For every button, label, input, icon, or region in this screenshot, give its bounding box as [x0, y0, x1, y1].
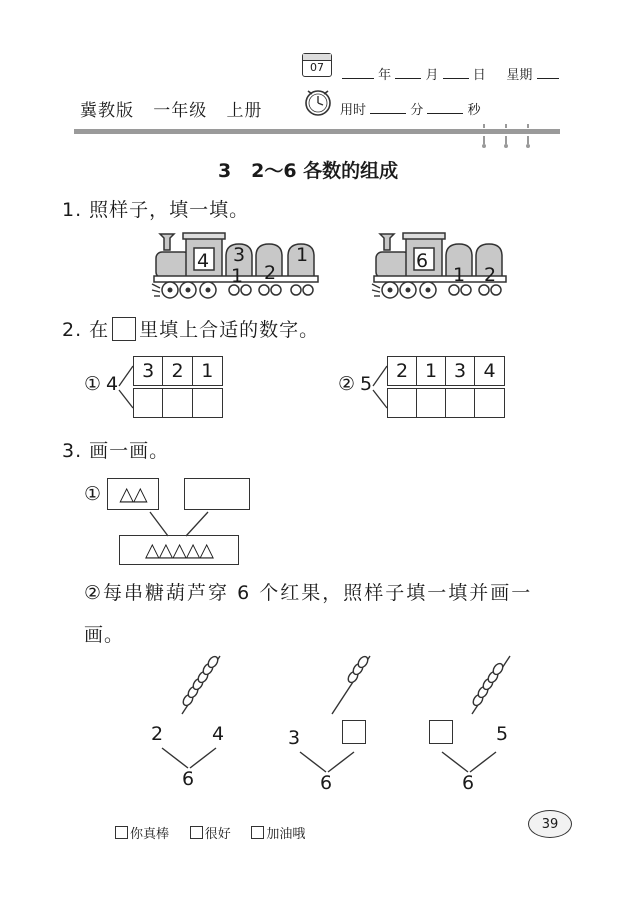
rating-keep-going[interactable]	[251, 827, 305, 842]
calendar-icon-text: 07	[310, 61, 324, 74]
q2-part1-answer-cell[interactable]	[163, 389, 192, 417]
q3-part1-given-triangles: △△	[119, 483, 147, 505]
candied-haws-icon	[466, 652, 516, 718]
pair-1-total: 6	[182, 768, 195, 790]
rating-label: 加油哦	[266, 827, 306, 842]
train-2-car-2: 2	[484, 264, 497, 286]
q2-part2-top-cell: 1	[417, 357, 446, 385]
q3-part2-text-line1: ②每串糖葫芦穿 6 个红果，照样子填一填并画一	[84, 582, 533, 604]
pair-1-lines	[160, 746, 220, 770]
rating-label: 很好	[204, 827, 231, 842]
q2-part2-top-row	[387, 356, 505, 386]
q2-label-prefix: 2. 在	[62, 319, 110, 341]
publisher: 冀教版	[80, 101, 134, 121]
rating-good[interactable]	[190, 827, 231, 842]
weekday-label: 星期	[506, 68, 533, 83]
time-used-label: 用时	[340, 103, 367, 118]
train-1-car-1-top: 3	[233, 244, 246, 266]
q1-label: 1. 照样子，填一填。	[62, 199, 250, 221]
candied-haws-icon	[326, 652, 376, 718]
q3-part1-join-lines	[140, 510, 220, 538]
train-1-car-3: 1	[296, 244, 309, 266]
q3-part1-answer-box[interactable]	[184, 478, 250, 510]
book-info	[80, 96, 262, 121]
pair-1-right: 4	[212, 723, 225, 745]
pair-3-lines	[440, 750, 500, 774]
pair-2-left: 3	[288, 727, 301, 749]
pair-2-total: 6	[320, 772, 333, 794]
minute-label: 分	[410, 103, 424, 118]
q3-part1-total-triangles: △△△△△	[144, 539, 214, 561]
grade: 一年级	[153, 101, 208, 121]
pair-3-right: 5	[496, 723, 509, 745]
q2-part1-answer-cell[interactable]	[134, 389, 163, 417]
q3-part1-total-box	[119, 535, 239, 565]
q3-part1-given-box	[107, 478, 159, 510]
q2-label-suffix: 里填上合适的数字。	[139, 319, 320, 341]
lesson-name: 2～6 各数的组成	[251, 160, 399, 182]
q2-part2-top-cell: 4	[483, 360, 496, 382]
q3-part2-text-line2: 画。	[84, 624, 125, 646]
train-1-car-1-bottom: 1	[231, 265, 244, 287]
q2-label	[62, 315, 319, 342]
pair-1-left: 2	[151, 723, 164, 745]
q2-part1-answer-row	[133, 388, 223, 418]
lesson-number: 3	[218, 160, 232, 182]
pair-2-answer-box[interactable]	[342, 720, 366, 744]
q2-part2-top-cell: 3	[446, 357, 475, 385]
header-divider	[74, 124, 564, 152]
time-used-line	[340, 99, 481, 118]
q2-part1-top-cell: 1	[201, 360, 214, 382]
pair-3-answer-box[interactable]	[429, 720, 453, 744]
q2-part1-top-cell: 2	[163, 357, 192, 385]
q3-part1-marker: ①	[84, 483, 102, 505]
page-number-badge	[528, 810, 572, 838]
second-label: 秒	[467, 103, 481, 118]
q3-label: 3. 画一画。	[62, 440, 170, 462]
lesson-title	[218, 156, 398, 183]
q2-answer-box-example	[112, 317, 136, 341]
q2-part1-marker: ①	[84, 373, 102, 395]
q2-part2-answer-row	[387, 388, 505, 418]
month-label: 月	[425, 68, 439, 83]
checkbox-icon	[251, 826, 264, 839]
train-2	[370, 230, 520, 302]
q2-part1-top-cell: 3	[134, 357, 163, 385]
pair-3-total: 6	[462, 772, 475, 794]
train-2-car-1: 1	[453, 264, 466, 286]
date-line	[342, 64, 559, 83]
volume: 上册	[226, 101, 263, 121]
rating-options	[115, 823, 305, 842]
q2-part1-top-row	[133, 356, 223, 386]
train-2-engine-number: 6	[416, 250, 429, 272]
q2-part2-answer-cell[interactable]	[417, 389, 446, 417]
train-1-car-2: 2	[264, 262, 277, 284]
q2-part1-total: 4	[106, 373, 119, 395]
q2-part2-answer-cell[interactable]	[475, 389, 504, 417]
checkbox-icon	[115, 826, 128, 839]
candied-haws-icon	[176, 652, 226, 718]
day-label: 日	[472, 68, 486, 83]
q2-part2-answer-cell[interactable]	[388, 389, 417, 417]
q2-part2-marker: ②	[338, 373, 356, 395]
rating-label: 你真棒	[130, 827, 170, 842]
q2-part2-answer-cell[interactable]	[446, 389, 475, 417]
train-1-engine-number: 4	[197, 250, 210, 272]
q2-part1-answer-cell[interactable]	[193, 389, 222, 417]
page-number: 39	[541, 816, 559, 832]
rating-very-good[interactable]	[115, 827, 169, 842]
q2-part2-top-cell: 2	[388, 357, 417, 385]
year-label: 年	[378, 68, 392, 83]
calendar-icon	[302, 53, 332, 77]
clock-icon	[302, 86, 334, 118]
pair-2-lines	[298, 750, 358, 774]
q2-part2-total: 5	[360, 373, 373, 395]
checkbox-icon	[190, 826, 203, 839]
